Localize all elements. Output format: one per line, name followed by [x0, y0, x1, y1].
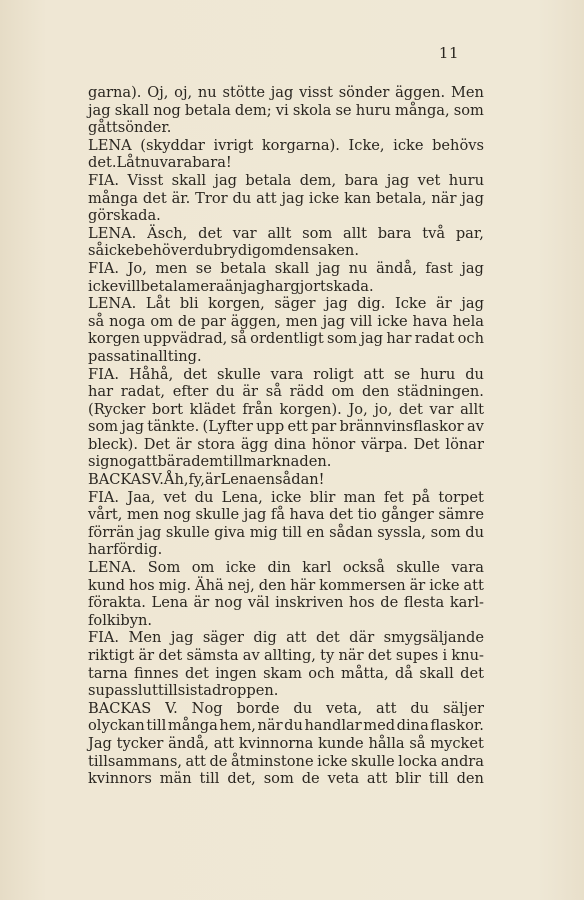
text-line: FIA. Men jag säger dig att det där smygsäljande	[88, 629, 484, 647]
text-line: Jag tycker ändå, att kvinnorna kunde hålla så mycket	[88, 734, 484, 752]
text-line: gör skada.	[88, 207, 161, 225]
text-line: FIA. Jo, men se betala skall jag nu ändå, fast jag	[88, 259, 484, 277]
text-line: korgen uppvädrad, så ordentligt som jag har radat och	[88, 330, 484, 348]
text-line: har radat, efter du är så rädd om den städningen.	[88, 383, 484, 401]
text-line: riktigt är det sämsta av allting, ty när det supes i knu-	[88, 647, 484, 664]
text-line: gått sönder.	[88, 119, 172, 137]
text-line: folk i byn.	[88, 611, 152, 629]
text-line: BACKAS V. Åh, fy, är Lena en sådan!	[88, 471, 325, 489]
text-line: kvinnors män till det, som de veta att blir till den	[88, 770, 484, 788]
text-line: (Rycker bort klädet från korgen). Jo, jo, det var allt	[88, 400, 484, 418]
text-body	[88, 84, 484, 788]
text-line: olyckan till många hem, när du handlar med dina flaskor.	[88, 717, 484, 735]
text-line: LENA (skyddar ivrigt korgarna). Icke, icke behövs	[88, 136, 484, 154]
text-line: FIA. Jaa, vet du Lena, icke blir man fet på torpet	[88, 488, 484, 506]
text-line: så noga om de par äggen, men jag vill icke hava hela	[88, 312, 484, 330]
text-line: så icke behöver du bry dig om den saken.	[88, 242, 359, 260]
page-number: 11	[438, 44, 459, 62]
text-line: LENA. Som om icke din karl också skulle vara	[88, 559, 484, 577]
text-line: LENA. Låt bli korgen, säger jag dig. Icke är jag	[88, 295, 484, 313]
text-line: som jag tänkte. (Lyfter upp ett par brännvinsflaskor av	[88, 418, 484, 436]
text-line: vårt, men nog skulle jag få hava det tio gånger sämre	[88, 506, 484, 524]
text-line: jag skall nog betala dem; vi skola se huru många, som	[88, 101, 484, 119]
text-line: bleck). Det är stora ägg dina hönor värpa. Det lönar	[88, 435, 484, 453]
text-line: har för dig.	[88, 541, 163, 559]
text-line: LENA. Äsch, det var allt som allt bara två par,	[88, 224, 484, 242]
text-line: förrän jag skulle giva mig till en sådan syssla, som du	[88, 523, 484, 541]
text-line: passat in allting.	[88, 347, 202, 365]
text-line: supas slut till sista droppen.	[88, 682, 279, 700]
text-line: FIA. Håhå, det skulle vara roligt att se huru du	[88, 365, 484, 383]
text-line: icke vill betala mera än jag har gjort skada.	[88, 277, 374, 295]
text-line: många det är. Tror du att jag icke kan betala, när jag	[88, 189, 484, 207]
text-line: FIA. Visst skall jag betala dem, bara jag vet huru	[88, 171, 484, 189]
text-line: BACKAS V. Nog borde du veta, att du säljer	[88, 699, 484, 717]
text-line: garna). Oj, oj, nu stötte jag visst sönder äggen. Men	[88, 84, 484, 101]
text-line: kund hos mig. Ähä nej, den här kommersen är icke att	[88, 576, 484, 594]
text-line: det. Låt nu vara bara!	[88, 154, 232, 172]
text-line: förakta. Lena är nog väl inskriven hos de flesta karl-	[88, 594, 484, 612]
text-line: tarna finnes det ingen skam och måtta, då skall det	[88, 664, 484, 682]
text-line: sig nog att bära dem till marknaden.	[88, 453, 332, 471]
text-line: tillsammans, att de åtminstone icke skulle locka andra	[88, 752, 484, 770]
